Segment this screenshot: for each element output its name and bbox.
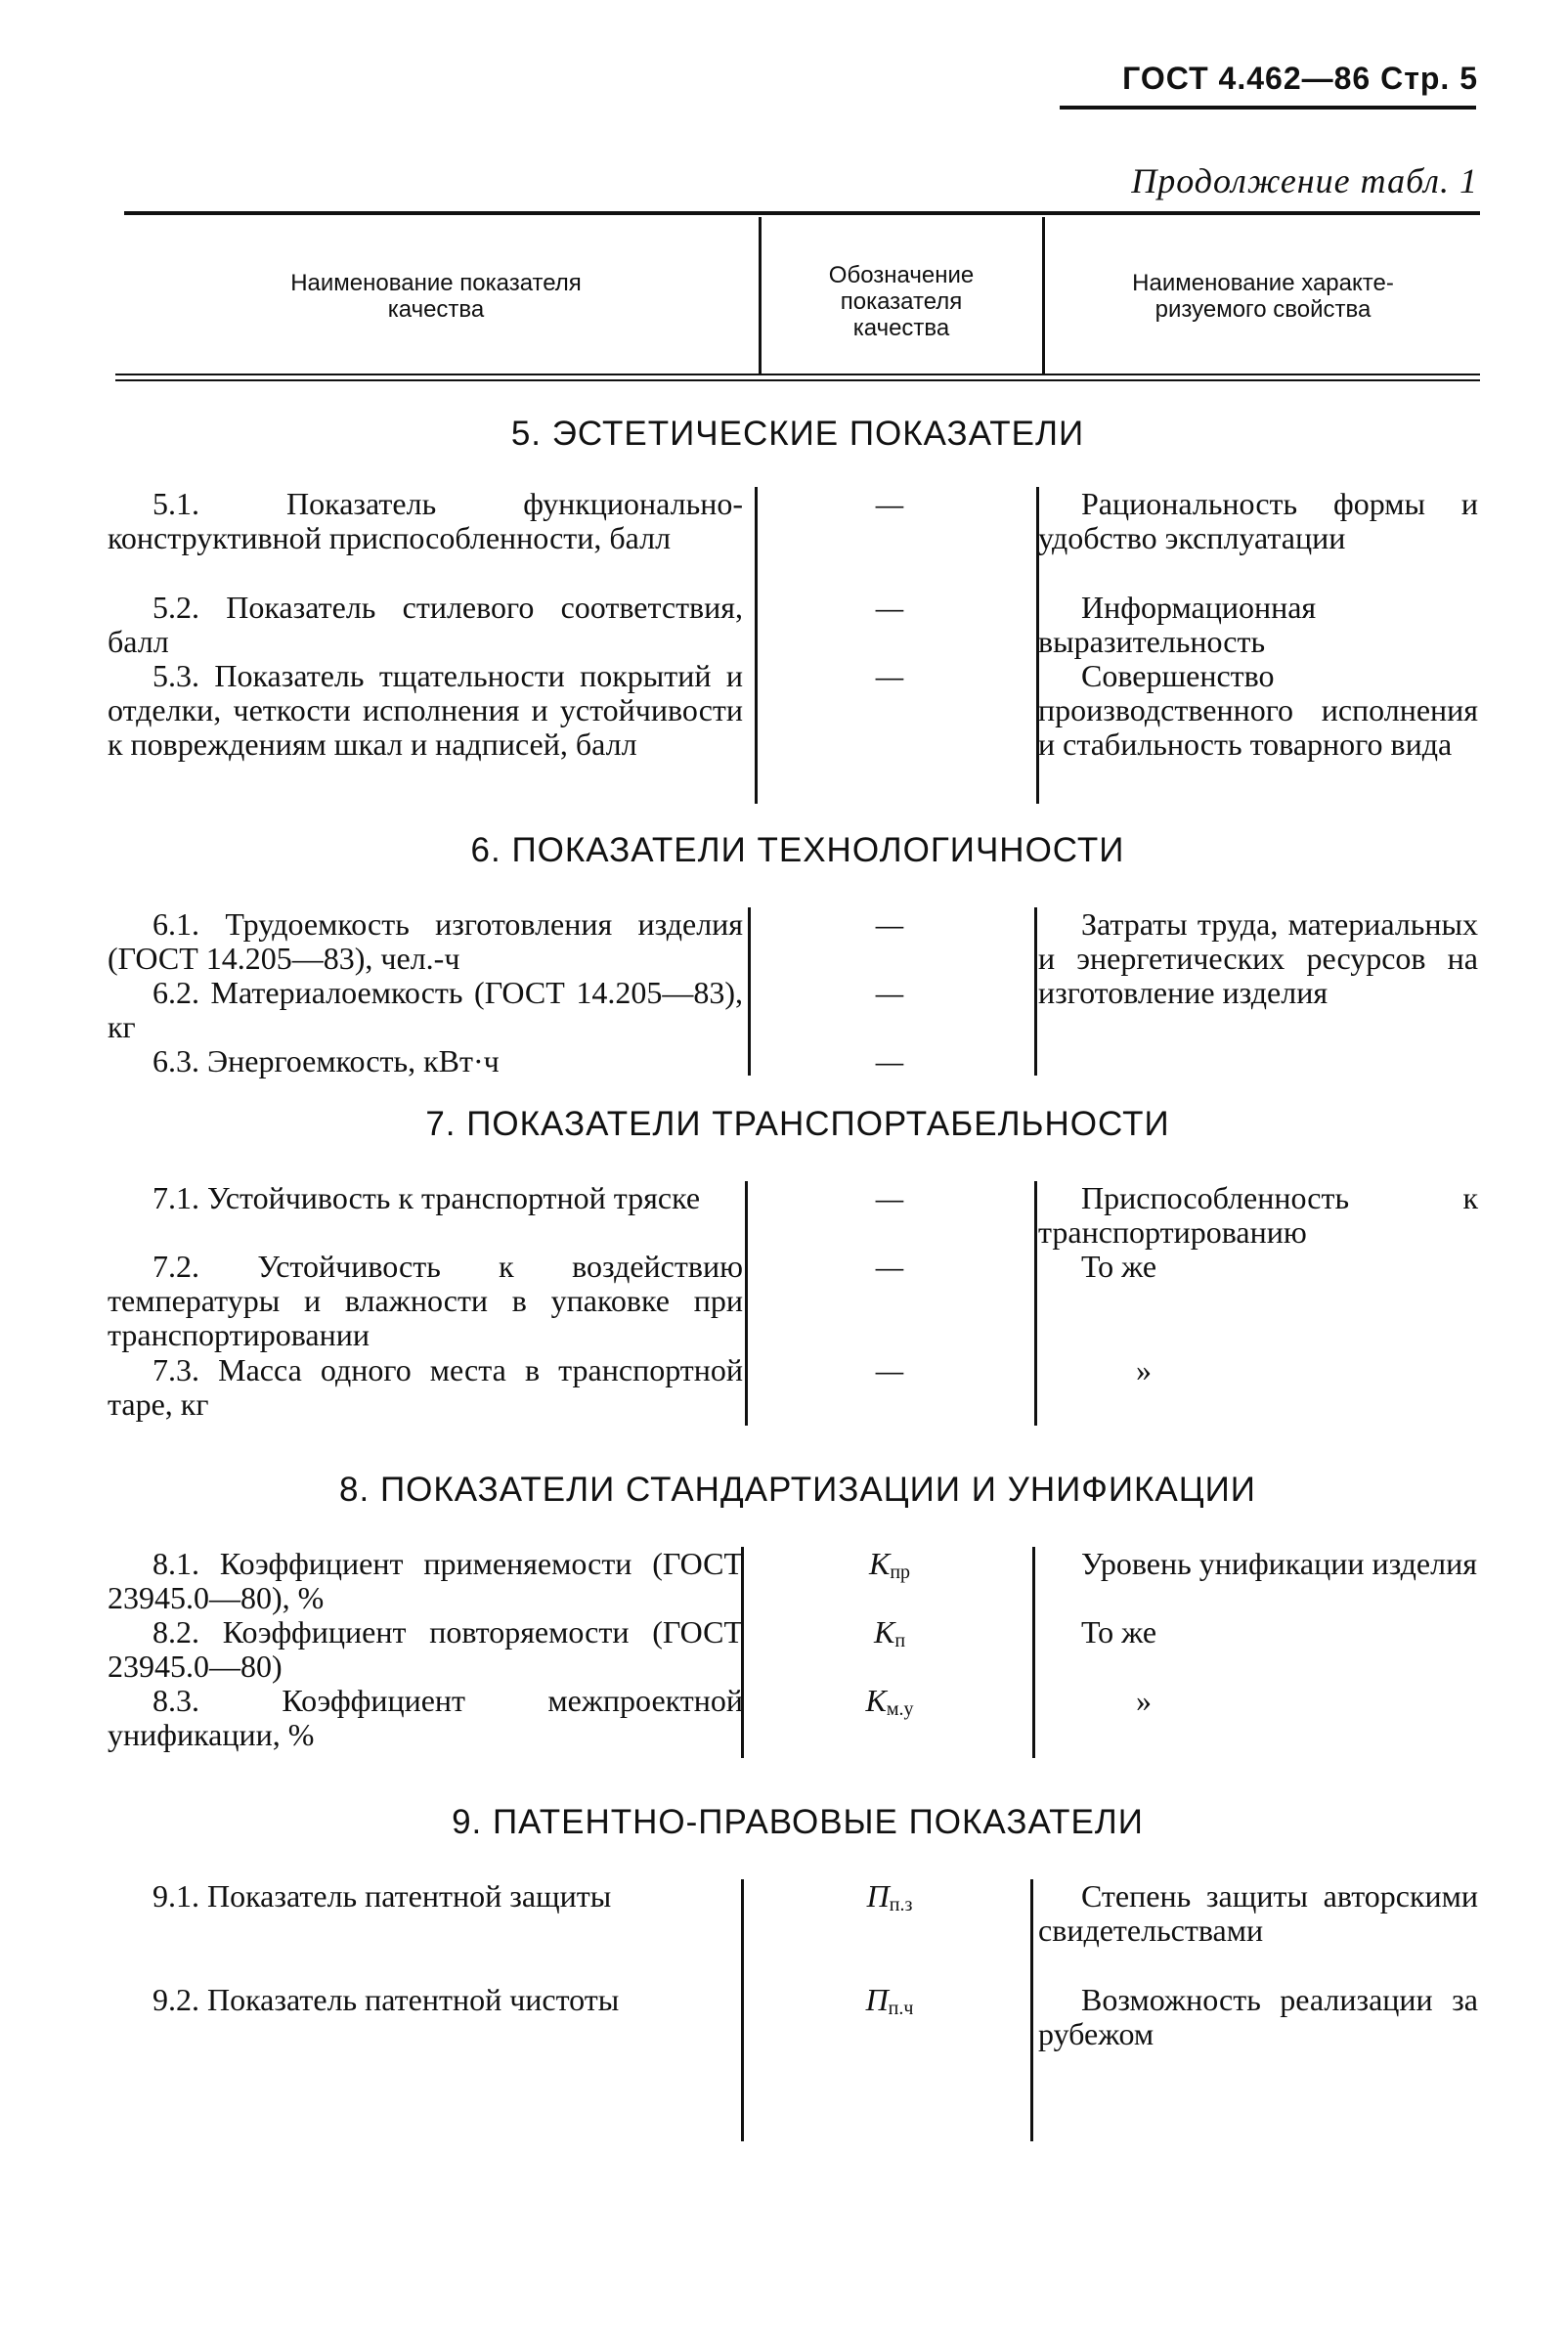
indicator-property: Информационная выразительность [1038,590,1317,659]
indicator-symbol: — [875,906,904,942]
section-title: 7. ПОКАЗАТЕЛИ ТРАНСПОРТАБЕЛЬНОСТИ [425,1105,1170,1143]
indicator-name: 5.2. Показатель стилевого соответствия, балл [108,590,743,659]
column-divider [759,217,762,374]
indicator-symbol: $K_{м.у}$ [865,1683,914,1720]
section-title: 8. ПОКАЗАТЕЛИ СТАНДАРТИЗАЦИИ И УНИФИКАЦИИ [339,1471,1256,1509]
indicator-property: Приспособленность к транспортированию [1038,1180,1478,1250]
indicator-symbol: — [875,658,904,693]
column-divider [1034,1181,1037,1426]
indicator-name: 8.2. Коэффициент повторяемости (ГОСТ 23945.0—80) [108,1614,743,1684]
indicator-symbol: $П_{п.з}$ [866,1878,913,1915]
indicator-property: То же [1081,1249,1157,1284]
table-head-rule [115,374,1480,381]
indicator-property: Совершенство производственного исполнения и стабильность товарного вида [1038,658,1478,762]
indicator-name: 6.3. Энергоемкость, кВт·ч [152,1043,500,1078]
indicator-symbol: $K_п$ [873,1614,906,1651]
column-header-designation: Обозначение показателя качества [828,262,975,341]
indicator-name: 8.3. Коэффициент межпроектной унификации, % [108,1683,743,1752]
indicator-property: Степень защиты авторскими свидетельствами [1038,1878,1478,1948]
indicator-property: » [1136,1352,1152,1387]
column-header-property: Наименование характе- ризуемого свойства [1132,270,1394,323]
indicator-name: 7.2. Устойчивость к воздействию температуры и влажности в упаковке при транспортировании [108,1249,743,1352]
column-divider [745,1181,748,1426]
column-divider [1032,1547,1035,1758]
indicator-property: Затраты труда, материальных и энергетических ресурсов на изготовление изделия [1038,906,1478,1010]
column-divider [755,487,758,804]
indicator-symbol: — [875,486,904,521]
indicator-name: 5.1. Показатель функционально-конструктивной приспособленности, балл [108,486,743,555]
indicator-name: 6.1. Трудоемкость изготовления изделия (ГОСТ 14.205—83), чел.-ч [108,906,743,976]
column-divider [1034,907,1037,1076]
page-header: ГОСТ 4.462—86 Стр. 5 [1122,61,1478,96]
indicator-property: То же [1081,1614,1157,1650]
indicator-property: Возможность реализации за рубежом [1038,1982,1478,2051]
header-rule [1060,106,1476,110]
indicator-name: 8.1. Коэффициент применяемости (ГОСТ 23945.0—80), % [108,1546,743,1615]
indicator-symbol: — [875,1043,904,1078]
indicator-name: 6.2. Материалоемкость (ГОСТ 14.205—83), кг [108,975,743,1044]
column-divider [1030,1879,1033,2141]
indicator-name: 9.2. Показатель патентной чистоты [152,1982,620,2017]
table-top-rule [124,211,1480,215]
indicator-symbol: $П_{п.ч}$ [865,1982,914,2019]
column-divider [1042,217,1045,374]
section-title: 9. ПАТЕНТНО-ПРАВОВЫЕ ПОКАЗАТЕЛИ [452,1803,1144,1841]
indicator-property: » [1136,1683,1152,1718]
table-continuation-label: Продолжение табл. 1 [1131,161,1478,200]
indicator-name: 9.1. Показатель патентной защиты [152,1878,612,1914]
indicator-name: 7.3. Масса одного места в транспортной таре, кг [108,1352,743,1422]
indicator-name: 5.3. Показатель тщательности покрытий и отделки, четкости исполнения и устойчивости к повреждениям шкал и надписей, балл [108,658,743,762]
indicator-symbol: — [875,1180,904,1215]
indicator-symbol: — [875,590,904,625]
indicator-symbol: — [875,1352,904,1387]
indicator-name: 7.1. Устойчивость к транспортной тряске [152,1180,701,1215]
indicator-symbol: — [875,975,904,1010]
indicator-property: Уровень унификации изделия [1081,1546,1477,1581]
column-header-indicator-name: Наименование показателя качества [290,270,582,323]
indicator-property: Рациональность формы и удобство эксплуатации [1038,486,1478,555]
section-title: 6. ПОКАЗАТЕЛИ ТЕХНОЛОГИЧНОСТИ [470,831,1125,869]
section-title: 5. ЭСТЕТИЧЕСКИЕ ПОКАЗАТЕЛИ [510,415,1085,453]
indicator-symbol: — [875,1249,904,1284]
indicator-symbol: $K_{пр}$ [868,1546,911,1583]
column-divider [748,907,751,1076]
